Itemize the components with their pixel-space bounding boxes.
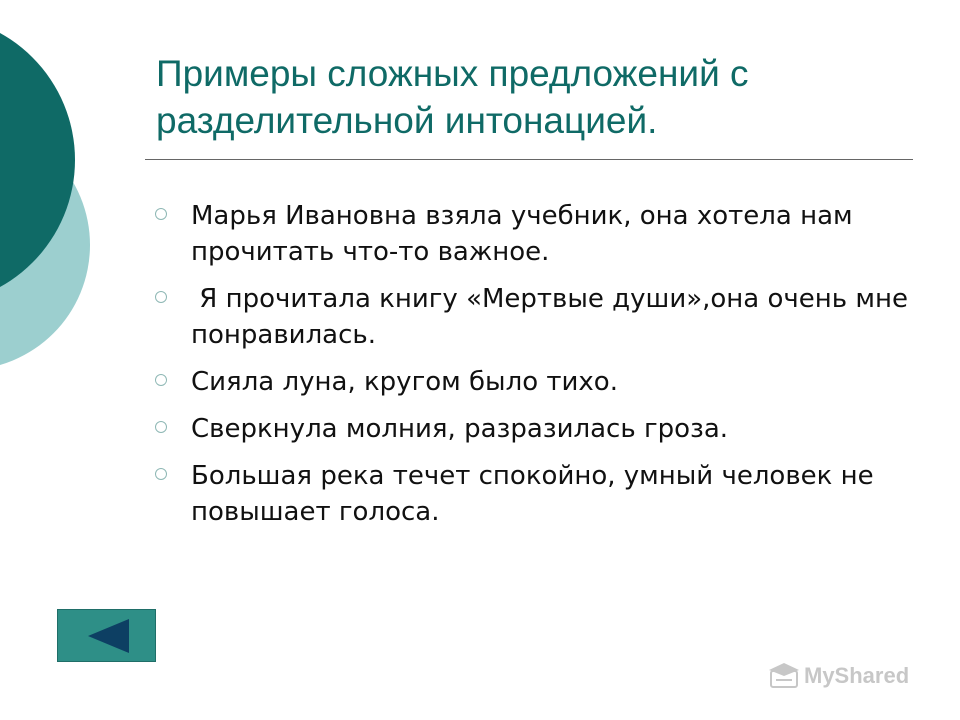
watermark-text: MyShared	[804, 663, 910, 688]
circle-bullet-icon	[155, 374, 167, 386]
back-arrow-icon	[85, 618, 131, 654]
bullet-text: Сияла луна, кругом было тихо.	[191, 367, 618, 397]
bullet-text: Марья Ивановна взяла учебник, она хотела нам прочитать что-то важное.	[191, 201, 853, 267]
circle-bullet-icon	[155, 208, 167, 220]
bullet-list	[155, 198, 915, 541]
list-item	[155, 411, 915, 447]
bullet-text: Сверкнула молния, разразилась гроза.	[191, 414, 729, 444]
list-item	[155, 458, 915, 530]
slide-title: Примеры сложных предложений с разделительной интонацией.	[156, 53, 749, 141]
list-item	[155, 364, 915, 400]
circle-bullet-icon	[155, 291, 167, 303]
mortarboard-icon	[768, 661, 800, 691]
title-divider	[145, 159, 913, 160]
circle-bullet-icon	[155, 468, 167, 480]
list-item	[155, 198, 915, 270]
watermark	[768, 660, 909, 692]
bullet-text: Я прочитала книгу «Мертвые души»,она очень мне понравилась.	[191, 284, 917, 350]
previous-slide-button[interactable]	[57, 609, 156, 662]
circle-bullet-icon	[155, 421, 167, 433]
list-item	[155, 281, 915, 353]
bullet-text: Большая река течет спокойно, умный человек не повышает голоса.	[191, 461, 874, 527]
